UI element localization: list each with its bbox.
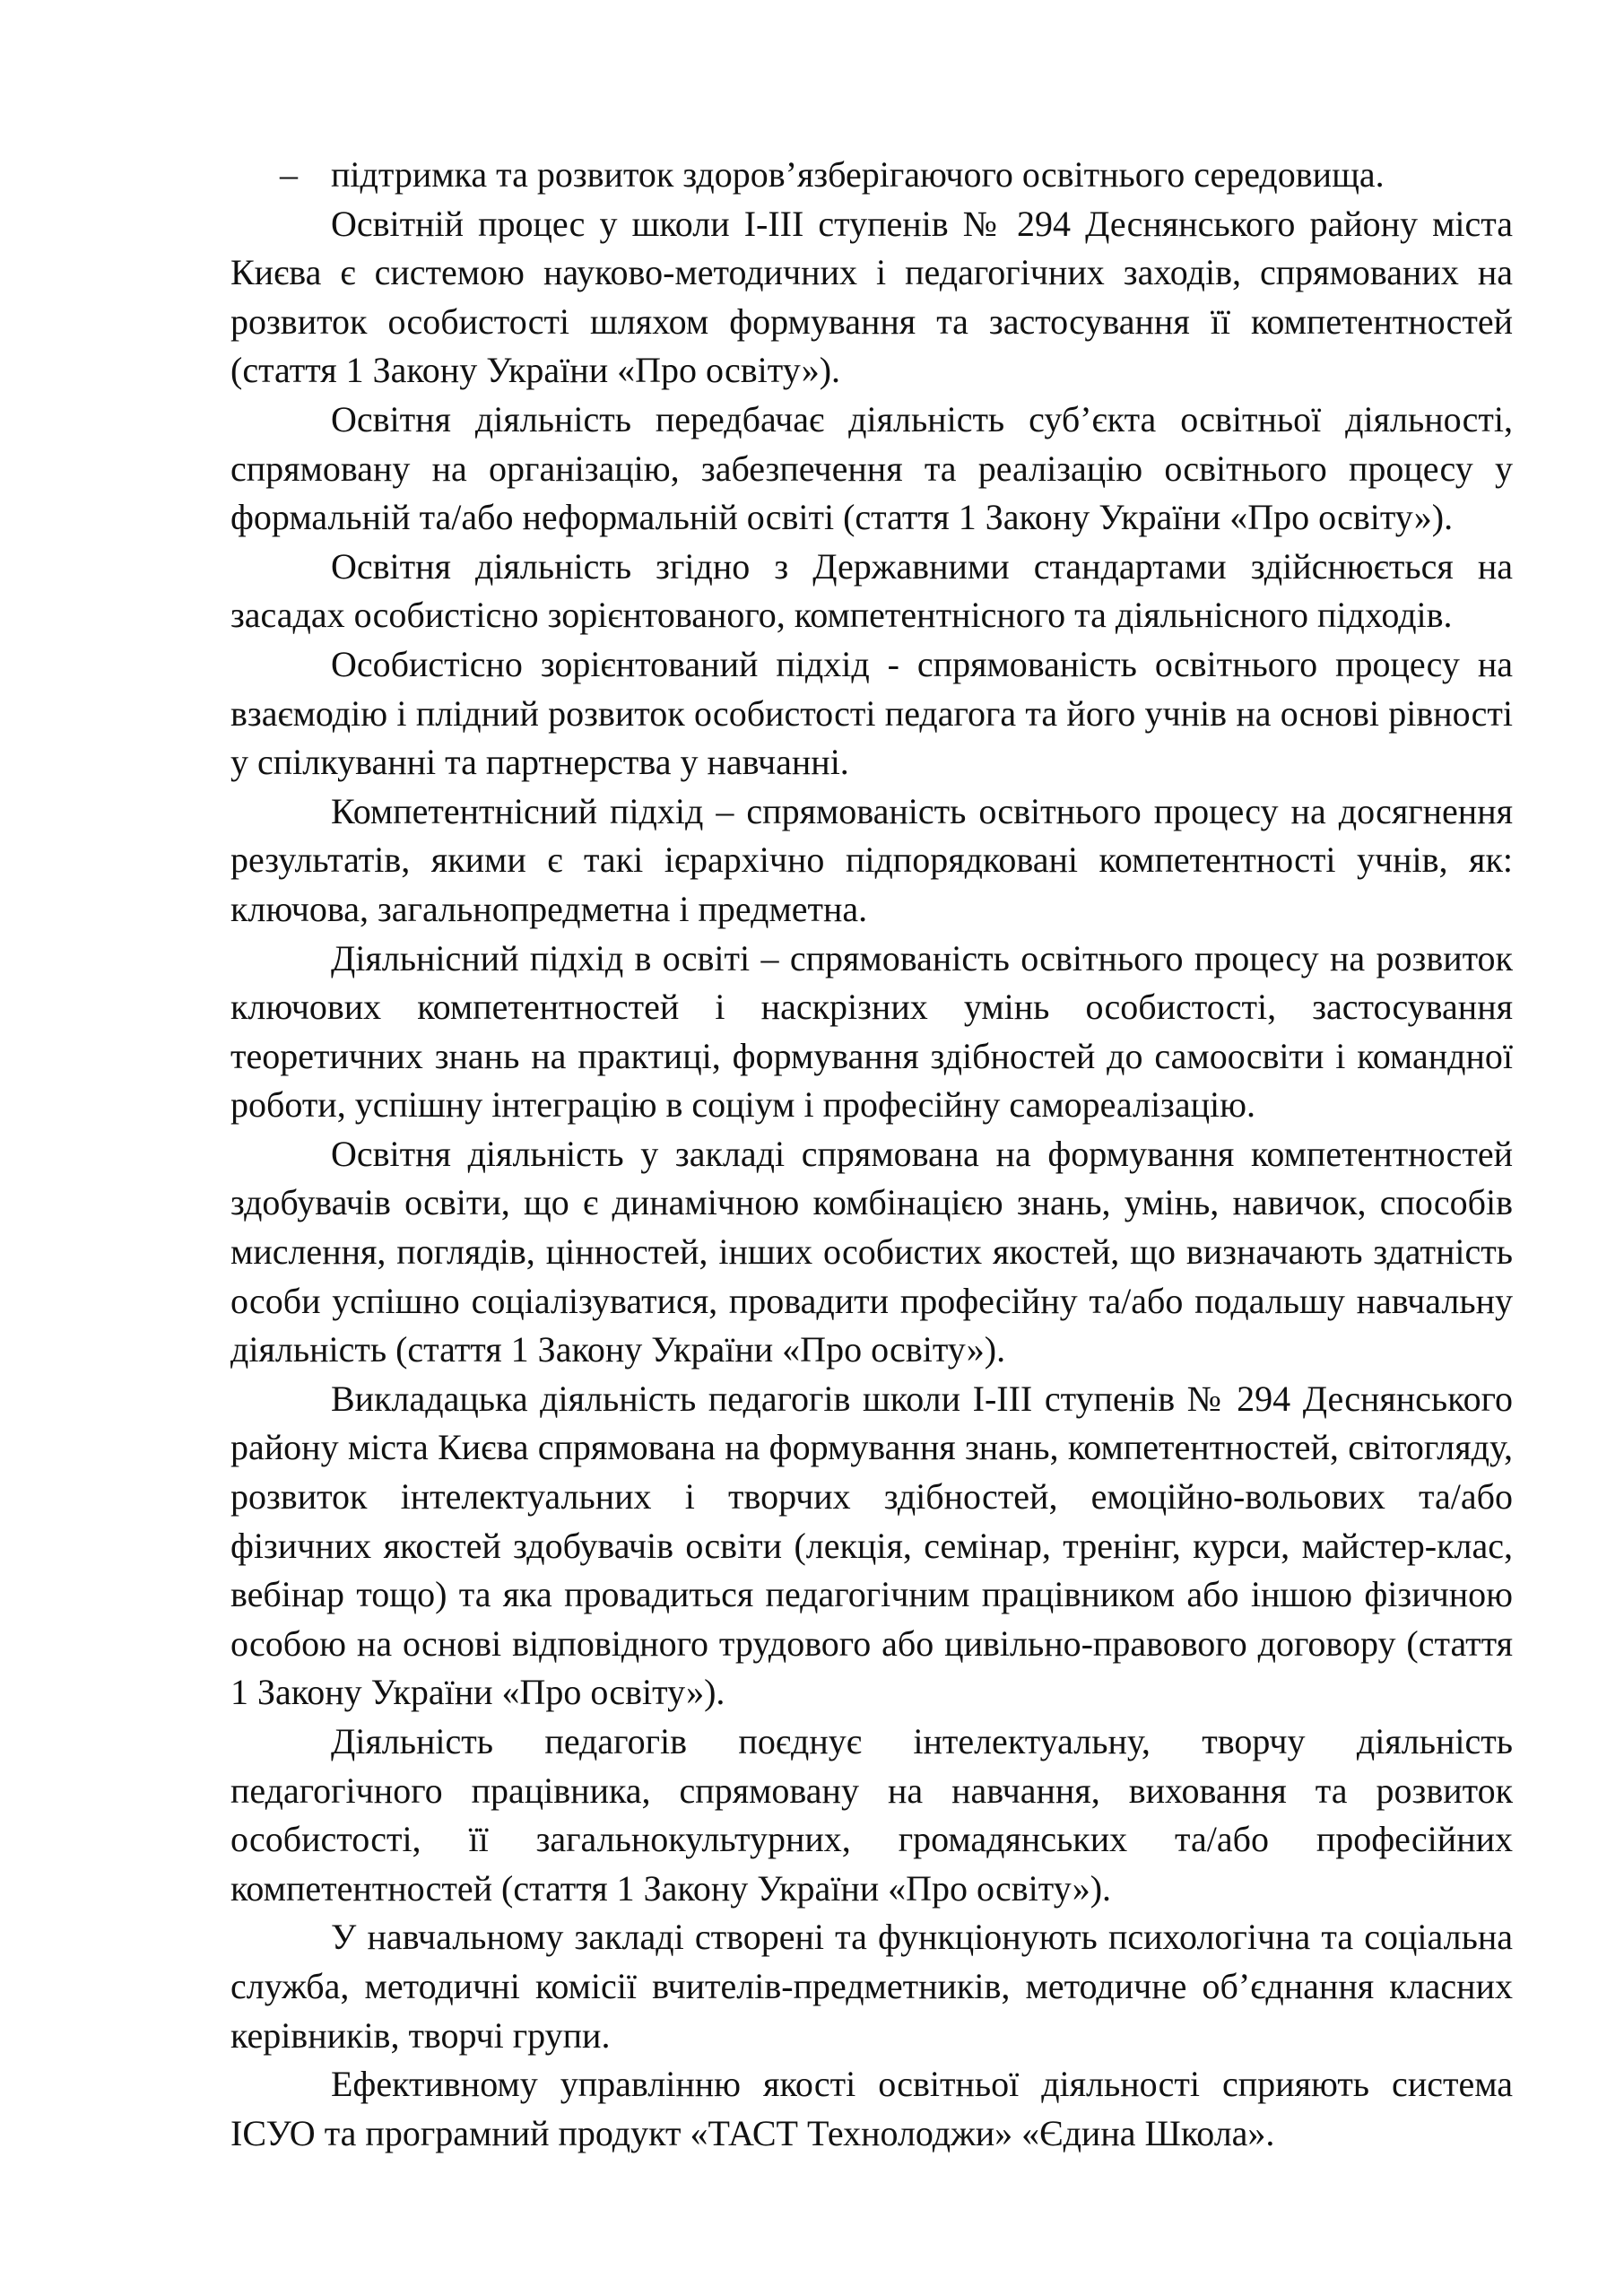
paragraph-educational-process: Освітній процес у школи І-ІІІ ступенів № 294 Деснянського району міста Києва є системою науково-методичних і педагогічних заходів, спрямованих на розвиток особистості шляхом формування та застосування її компетентностей (стаття 1 Закону України «Про освіту»). <box>230 203 1513 391</box>
document-page <box>230 151 1513 2158</box>
paragraph-competence-approach: Компетентнісний підхід – спрямованість освітнього процесу на досягнення результатів, якими є такі ієрархічно підпорядковані компетентності учнів, як: ключова, загальнопредметна і предметна. <box>230 790 1513 929</box>
paragraph-management-systems: Ефективному управлінню якості освітньої діяльності сприяють система ІСУО та програмний продукт «ТАСТ Технолоджи» «Єдина Школа». <box>230 2064 1513 2153</box>
paragraph-activity-approach: Діяльнісний підхід в освіті – спрямованість освітнього процесу на розвиток ключових компетентностей і наскрізних умінь особистості, застосування теоретичних знань на практиці, формування здібностей до самоосвіти і командної роботи, успішну інтеграцію в соціум і професійну самореалізацію. <box>230 937 1513 1126</box>
paragraph-personality-approach: Особистісно зорієнтований підхід - спрямованість освітнього процесу на взаємодію і плідний розвиток особистості педагога та його учнів на основі рівності у спілкуванні та партнерства у навчанні. <box>230 643 1513 783</box>
paragraph-teaching-activity: Викладацька діяльність педагогів школи І-ІІІ ступенів № 294 Деснянського району міста Києва спрямована на формування знань, компетентностей, світогляду, розвиток інтелектуальних і творчих здібностей, емоційно-вольових та/або фізичних якостей здобувачів освіти (лекція, семінар, тренінг, курси, майстер-клас, вебінар тощо) та яка провадиться педагогічним працівником або іншою фізичною особою на основі відповідного трудового або цивільно-правового договору (стаття 1 Закону України «Про освіту»). <box>230 1378 1513 1713</box>
paragraph-activity-in-school: Освітня діяльність у закладі спрямована на формування компетентностей здобувачів освіти, що є динамічною комбінацією знань, умінь, навичок, способів мислення, поглядів, цінностей, інших особистих якостей, що визначають здатність особи успішно соціалізуватися, провадити професійну та/або подальшу навчальну діяльність (стаття 1 Закону України «Про освіту»). <box>230 1133 1513 1370</box>
paragraph-teachers-activity: Діяльність педагогів поєднує інтелектуальну, творчу діяльність педагогічного працівника, спрямовану на навчання, виховання та розвиток особистості, її загальнокультурних, громадянських та/або професійних компетентностей (стаття 1 Закону України «Про освіту»). <box>230 1721 1513 1909</box>
dash-bullet-icon: – <box>280 154 298 195</box>
paragraph-standards: Освітня діяльність згідно з Державними стандартами здійснюється на засадах особистісно зорієнтованого, компетентнісного та діяльнісного підходів. <box>230 545 1513 636</box>
bullet-item <box>230 151 1513 200</box>
bullet-text: підтримка та розвиток здоров’язберігаючого освітнього середовища. <box>331 154 1385 195</box>
paragraph-educational-activity: Освітня діяльність передбачає діяльність суб’єкта освітньої діяльності, спрямовану на організацію, забезпечення та реалізацію освітнього процесу у формальній та/або неформальній освіті (стаття 1 Закону України «Про освіту»). <box>230 398 1513 538</box>
paragraph-services: У навчальному закладі створені та функціонують психологічна та соціальна служба, методичні комісії вчителів-предметників, методичне об’єднання класних керівників, творчі групи. <box>230 1917 1513 2056</box>
